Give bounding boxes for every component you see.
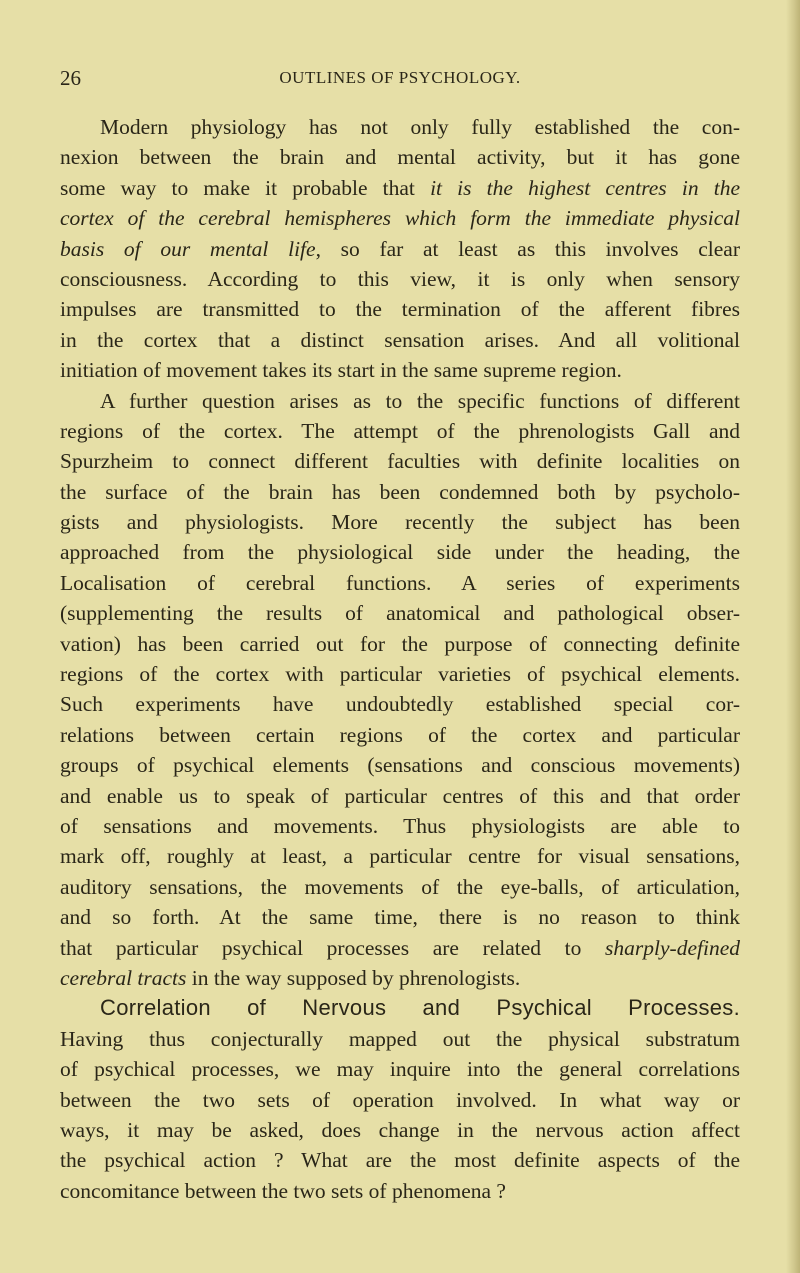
text-line [60,963,740,993]
italic-text: cerebral tracts [60,965,187,990]
text-line [60,446,740,476]
text-line [60,507,740,537]
text: approached from the physiological side under the heading, the [60,540,740,565]
running-header [60,66,740,92]
text-line [60,1024,740,1054]
text: Correlation of Nervous and Psychical Processes. [100,995,740,1021]
text: Having thus conjecturally mapped out the physical substratum [60,1026,740,1051]
text: nexion between the brain and mental activity, but it has gone [60,145,740,170]
text: vation) has been carried out for the purpose of connecting definite [60,631,740,656]
text: impulses are transmitted to the termination of the afferent fibres [60,297,740,322]
text: mark off, roughly at least, a particular centre for visual sensations, [60,844,740,869]
text: Such experiments have undoubtedly established special cor- [60,692,740,717]
text-line [60,386,740,416]
text: regions of the cortex. The attempt of the phrenologists Gall and [60,418,740,443]
text-line [60,841,740,871]
page-edge-shadow [786,0,800,1273]
text-line [60,294,740,324]
text-line [60,781,740,811]
page-number: 26 [60,66,81,90]
text-line [60,659,740,689]
text: Localisation of cerebral functions. A series of experiments [60,570,740,595]
text: in the way supposed by phrenologists. [186,965,521,990]
text: (supplementing the results of anatomical and pathological obser- [60,601,740,626]
text-line [60,1145,740,1175]
text-line [60,234,740,264]
text-line [60,203,740,233]
text-line [60,1054,740,1084]
text: concomitance between the two sets of phenomena ? [60,1178,506,1203]
text: ways, it may be asked, does change in the nervous action affect [60,1117,740,1142]
text: , so far at least as this involves clear [315,236,740,261]
text-line [60,750,740,780]
text-line [60,142,740,172]
text: Spurzheim to connect different faculties with definite localities on [60,449,740,474]
italic-text: sharply-defined [605,935,740,960]
text: gists and physiologists. More recently the subject has been [60,510,740,535]
text: relations between certain regions of the cortex and particular [60,722,740,747]
text: initiation of movement takes its start in the same supreme region. [60,358,622,383]
text: consciousness. According to this view, it is only when sensory [60,266,740,291]
text-line [60,264,740,294]
text: regions of the cortex with particular varieties of psychical elements. [60,662,740,687]
text: the surface of the brain has been condemned both by psycholo- [60,479,740,504]
text-line [60,477,740,507]
italic-text: cortex of the cerebral hemispheres which form the immediate physical [60,206,740,231]
text: the psychical action ? What are the most definite aspects of the [60,1148,740,1173]
text-line [60,325,740,355]
text: A further question arises as to the specific functions of different [100,388,740,413]
text-line [60,720,740,750]
text-line [60,689,740,719]
text-line [60,537,740,567]
text-line [60,1176,740,1206]
text: and so forth. At the same time, there is no reason to think [60,905,740,930]
text-line [60,1115,740,1145]
text-line [60,1085,740,1115]
text-line [60,811,740,841]
text-line [60,933,740,963]
text-line [60,173,740,203]
text-line [60,416,740,446]
italic-text: basis of our mental life [60,236,316,261]
page-body-text [60,112,740,1206]
running-title: OUTLINES OF PSYCHOLOGY. [279,68,521,87]
text: some way to make it probable that [60,175,431,200]
section-heading [60,993,740,1023]
text: that particular psychical processes are related to [60,935,606,960]
text-line [60,355,740,385]
text-line [60,629,740,659]
text-line [60,902,740,932]
text-line [60,598,740,628]
text-line [60,568,740,598]
text: in the cortex that a distinct sensation arises. And all volitional [60,327,740,352]
text: auditory sensations, the movements of the eye-balls, of articulation, [60,874,740,899]
text: of psychical processes, we may inquire into the general correlations [60,1057,740,1082]
text: between the two sets of operation involved. In what way or [60,1087,740,1112]
text: Modern physiology has not only fully established the con- [100,115,740,139]
text-line [60,112,740,142]
italic-text: it is the highest centres in the [430,175,741,200]
text: groups of psychical elements (sensations and conscious movements) [60,753,740,778]
text: and enable us to speak of particular centres of this and that order [60,783,740,808]
text-line [60,872,740,902]
text: of sensations and movements. Thus physiologists are able to [60,813,740,838]
